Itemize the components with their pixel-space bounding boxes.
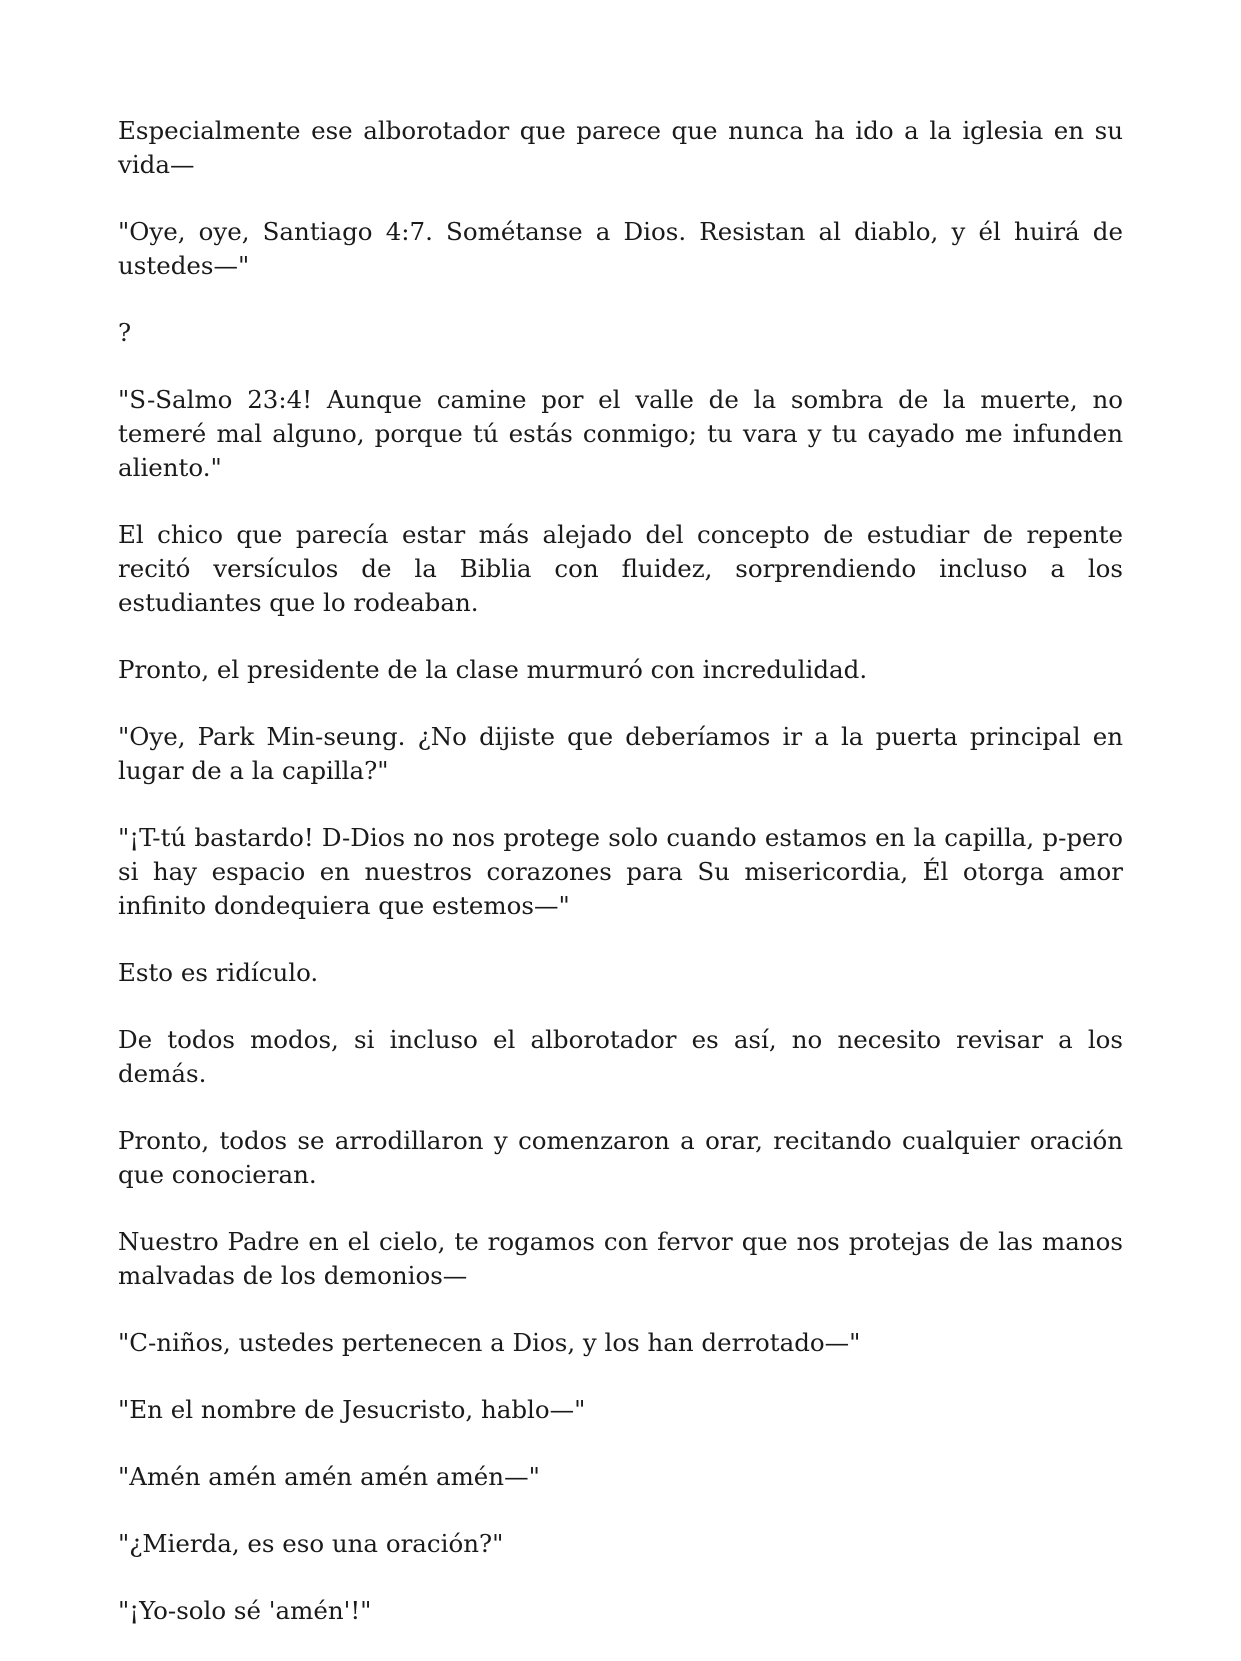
body-text [118, 114, 1123, 1661]
paragraph: "Amén amén amén amén amén—" [118, 1462, 540, 1491]
paragraph: "¡Yo-solo sé 'amén'!" [118, 1596, 372, 1625]
paragraph: El chico que parecía estar más alejado del concepto de estudiar de repente recitó versículos de la Biblia con fluidez, sorprendiendo incluso a los estudiantes que lo rodeaban. [118, 520, 1123, 617]
paragraph: Esto es ridículo. [118, 958, 319, 987]
paragraph: "Oye, oye, Santiago 4:7. Sométanse a Dios. Resistan al diablo, y él huirá de ustedes—" [118, 217, 1123, 280]
paragraph: "S-Salmo 23:4! Aunque camine por el valle de la sombra de la muerte, no temeré mal alguno, porque tú estás conmigo; tu vara y tu cayado me infunden aliento." [118, 385, 1123, 482]
paragraph: Pronto, todos se arrodillaron y comenzaron a orar, recitando cualquier oración que conocieran. [118, 1126, 1123, 1189]
paragraph: Especialmente ese alborotador que parece que nunca ha ido a la iglesia en su vida— [118, 116, 1123, 179]
paragraph: Pronto, el presidente de la clase murmuró con incredulidad. [118, 655, 868, 684]
paragraph: "¡T-tú bastardo! D-Dios no nos protege solo cuando estamos en la capilla, p-pero si hay espacio en nuestros corazones para Su misericordia, Él otorga amor infinito dondequiera que estemos—" [118, 823, 1123, 920]
paragraph: "¿Mierda, es eso una oración?" [118, 1529, 504, 1558]
paragraph: "Oye, Park Min-seung. ¿No dijiste que deberíamos ir a la puerta principal en lugar de a la capilla?" [118, 722, 1123, 785]
paragraph: "C-niños, ustedes pertenecen a Dios, y los han derrotado—" [118, 1328, 861, 1357]
paragraph: ? [118, 318, 132, 347]
paragraph: De todos modos, si incluso el alborotador es así, no necesito revisar a los demás. [118, 1025, 1123, 1088]
paragraph: Nuestro Padre en el cielo, te rogamos con fervor que nos protejas de las manos malvadas de los demonios— [118, 1227, 1123, 1290]
paragraph: "En el nombre de Jesucristo, hablo—" [118, 1395, 586, 1424]
